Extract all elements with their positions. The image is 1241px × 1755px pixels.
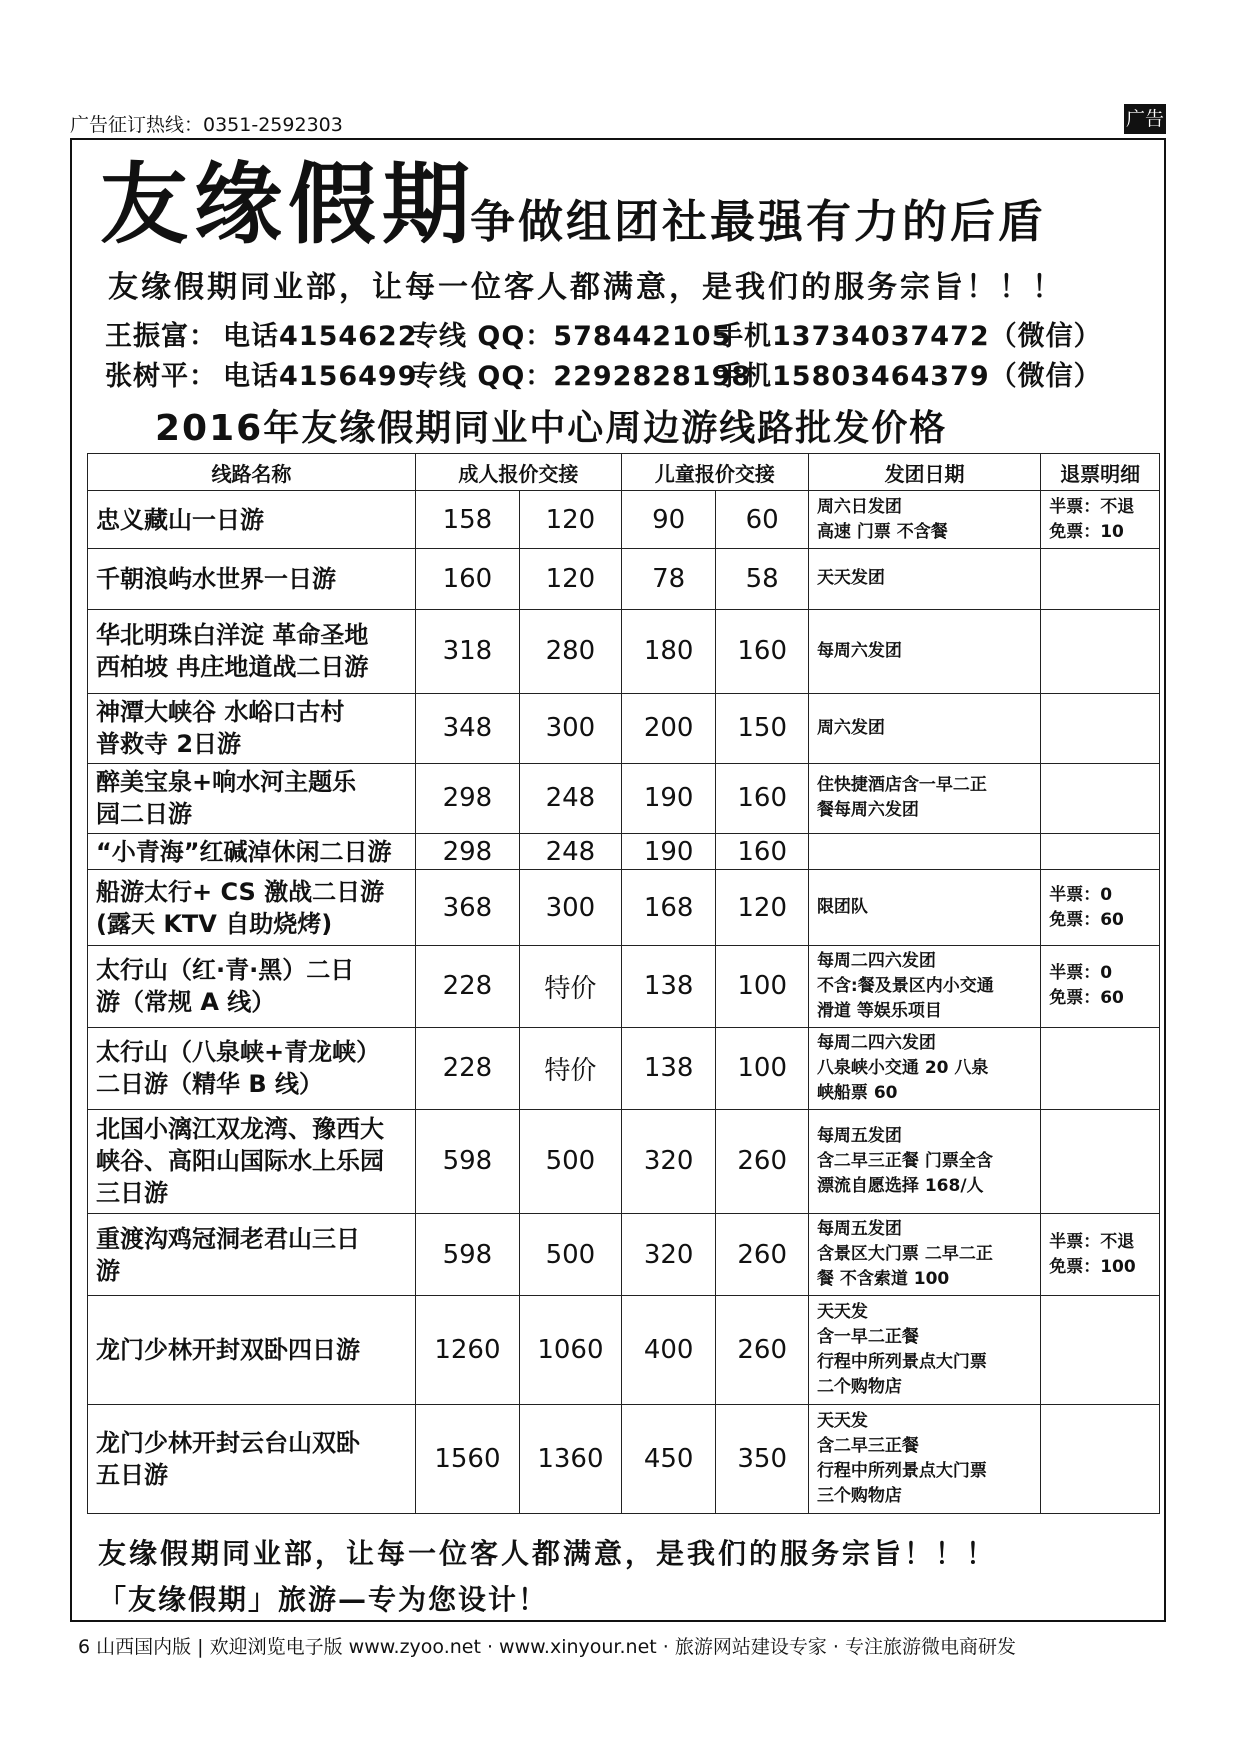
table-header-row <box>88 454 1160 491</box>
table-row <box>88 1109 1160 1214</box>
contact-phone: 电话4154622 <box>223 321 418 352</box>
adult-price-2: 300 <box>519 870 621 945</box>
header-route-name: 线路名称 <box>88 454 416 491</box>
adult-price-1: 1560 <box>415 1405 519 1514</box>
adult-price-2: 248 <box>519 763 621 833</box>
route-name: 千朝浪屿水世界一日游 <box>88 549 416 609</box>
adult-price-2: 300 <box>519 693 621 763</box>
departure-date: 周六日发团 高速 门票 不含餐 <box>808 491 1040 549</box>
contact-qq: 专线 QQ：2292828198 <box>411 361 752 392</box>
contact-qq: 专线 QQ：578442105 <box>411 321 732 352</box>
child-price-2: 160 <box>716 609 808 693</box>
contact-mobile: 手机15803464379（微信） <box>716 361 1102 392</box>
adult-price-2: 1060 <box>519 1296 621 1405</box>
departure-date: 每周六发团 <box>808 609 1040 693</box>
table-row <box>88 945 1160 1027</box>
page-footer: 6 山西国内版 | 欢迎浏览电子版 www.zyoo.net · www.xinyour.net · 旅游网站建设专家 · 专注旅游微电商研发 <box>78 1636 1016 1658</box>
child-price-1: 400 <box>621 1296 716 1405</box>
refund-detail <box>1041 1109 1160 1214</box>
adult-price-1: 298 <box>415 763 519 833</box>
adult-price-2: 特价 <box>519 1027 621 1109</box>
service-motto: 友缘假期同业部，让每一位客人都满意，是我们的服务宗旨！！！ <box>108 270 1065 305</box>
table-title: 2016年友缘假期同业中心周边游线路批发价格 <box>155 408 948 449</box>
refund-detail <box>1041 609 1160 693</box>
route-name: 北国小漓江双龙湾、豫西大 峡谷、高阳山国际水上乐园 三日游 <box>88 1109 416 1214</box>
refund-detail <box>1041 549 1160 609</box>
route-name: 醉美宝泉+响水河主题乐 园二日游 <box>88 763 416 833</box>
adult-price-1: 598 <box>415 1109 519 1214</box>
refund-detail <box>1041 1405 1160 1514</box>
table-row <box>88 609 1160 693</box>
adult-price-1: 368 <box>415 870 519 945</box>
child-price-1: 320 <box>621 1109 716 1214</box>
child-price-1: 200 <box>621 693 716 763</box>
departure-date: 天天发 含一早二正餐 行程中所列景点大门票 二个购物店 <box>808 1296 1040 1405</box>
child-price-2: 260 <box>716 1109 808 1214</box>
table-row <box>88 1405 1160 1514</box>
adult-price-2: 特价 <box>519 945 621 1027</box>
adult-price-1: 228 <box>415 1027 519 1109</box>
contact-line <box>105 354 1102 393</box>
child-price-1: 180 <box>621 609 716 693</box>
child-price-2: 58 <box>716 549 808 609</box>
adult-price-2: 500 <box>519 1214 621 1296</box>
child-price-1: 78 <box>621 549 716 609</box>
table-row <box>88 1296 1160 1405</box>
refund-detail <box>1041 763 1160 833</box>
route-name: 重渡沟鸡冠洞老君山三日 游 <box>88 1214 416 1296</box>
table-row <box>88 549 1160 609</box>
adult-price-2: 120 <box>519 491 621 549</box>
ad-hotline: 广告征订热线：0351-2592303 <box>70 114 343 136</box>
table-row <box>88 693 1160 763</box>
adult-price-2: 500 <box>519 1109 621 1214</box>
route-name: “小青海”红碱淖休闲二日游 <box>88 833 416 870</box>
departure-date: 每周五发团 含二早三正餐 门票全含 漂流自愿选择 168/人 <box>808 1109 1040 1214</box>
child-price-2: 100 <box>716 945 808 1027</box>
route-name: 船游太行+ CS 激战二日游 (露天 KTV 自助烧烤) <box>88 870 416 945</box>
departure-date: 天天发 含二早三正餐 行程中所列景点大门票 三个购物店 <box>808 1405 1040 1514</box>
adult-price-1: 158 <box>415 491 519 549</box>
table-row <box>88 870 1160 945</box>
header-departure-date: 发团日期 <box>808 454 1040 491</box>
route-name: 忠义藏山一日游 <box>88 491 416 549</box>
child-price-2: 260 <box>716 1214 808 1296</box>
table-row <box>88 1214 1160 1296</box>
child-price-2: 160 <box>716 763 808 833</box>
contact-phone: 电话4156499 <box>223 361 418 392</box>
child-price-2: 160 <box>716 833 808 870</box>
route-name: 华北明珠白洋淀 革命圣地 西柏坡 冉庄地道战二日游 <box>88 609 416 693</box>
contact-name: 张树平： <box>105 361 217 392</box>
child-price-1: 168 <box>621 870 716 945</box>
table-row <box>88 491 1160 549</box>
adult-price-2: 120 <box>519 549 621 609</box>
adult-price-1: 1260 <box>415 1296 519 1405</box>
departure-date: 天天发团 <box>808 549 1040 609</box>
refund-detail: 半票：0 免票：60 <box>1041 945 1160 1027</box>
contact-line <box>105 314 1102 353</box>
departure-date: 限团队 <box>808 870 1040 945</box>
route-name: 太行山（八泉峡+青龙峡） 二日游（精华 B 线） <box>88 1027 416 1109</box>
child-price-1: 320 <box>621 1214 716 1296</box>
refund-detail: 半票：不退 免票：10 <box>1041 491 1160 549</box>
contact-mobile: 手机13734037472（微信） <box>716 321 1102 352</box>
child-price-2: 150 <box>716 693 808 763</box>
adult-price-1: 298 <box>415 833 519 870</box>
adult-price-1: 228 <box>415 945 519 1027</box>
route-name: 神潭大峡谷 水峪口古村 普救寺 2日游 <box>88 693 416 763</box>
departure-date: 每周二四六发团 八泉峡小交通 20 八泉 峡船票 60 <box>808 1027 1040 1109</box>
price-table <box>87 453 1160 1514</box>
tagline: 「友缘假期」旅游—专为您设计！ <box>98 1583 549 1616</box>
child-price-2: 120 <box>716 870 808 945</box>
brand-name: 友缘假期 <box>100 153 477 256</box>
adult-price-1: 348 <box>415 693 519 763</box>
table-row <box>88 763 1160 833</box>
adult-price-2: 280 <box>519 609 621 693</box>
table-row <box>88 833 1160 870</box>
child-price-1: 138 <box>621 945 716 1027</box>
adult-price-2: 248 <box>519 833 621 870</box>
adult-price-1: 160 <box>415 549 519 609</box>
brand-slogan: 争做组团社最强有力的后盾 <box>470 195 1047 248</box>
refund-detail <box>1041 1296 1160 1405</box>
child-price-1: 450 <box>621 1405 716 1514</box>
child-price-1: 190 <box>621 833 716 870</box>
child-price-2: 100 <box>716 1027 808 1109</box>
child-price-2: 350 <box>716 1405 808 1514</box>
departure-date <box>808 833 1040 870</box>
refund-detail: 半票：0 免票：60 <box>1041 870 1160 945</box>
header-child-price: 儿童报价交接 <box>621 454 808 491</box>
adult-price-1: 598 <box>415 1214 519 1296</box>
departure-date: 周六发团 <box>808 693 1040 763</box>
refund-detail: 半票：不退 免票：100 <box>1041 1214 1160 1296</box>
refund-detail <box>1041 833 1160 870</box>
route-name: 龙门少林开封双卧四日游 <box>88 1296 416 1405</box>
departure-date: 每周五发团 含景区大门票 二早二正 餐 不含索道 100 <box>808 1214 1040 1296</box>
route-name: 太行山（红·青·黑）二日 游（常规 A 线） <box>88 945 416 1027</box>
refund-detail <box>1041 693 1160 763</box>
adult-price-2: 1360 <box>519 1405 621 1514</box>
child-price-2: 260 <box>716 1296 808 1405</box>
departure-date: 每周二四六发团 不含:餐及景区内小交通 滑道 等娱乐项目 <box>808 945 1040 1027</box>
route-name: 龙门少林开封云台山双卧 五日游 <box>88 1405 416 1514</box>
table-row <box>88 1027 1160 1109</box>
footer-motto: 友缘假期同业部，让每一位客人都满意，是我们的服务宗旨！！！ <box>98 1537 998 1570</box>
child-price-1: 190 <box>621 763 716 833</box>
departure-date: 住快捷酒店含一早二正 餐每周六发团 <box>808 763 1040 833</box>
child-price-1: 90 <box>621 491 716 549</box>
child-price-2: 60 <box>716 491 808 549</box>
adult-price-1: 318 <box>415 609 519 693</box>
contact-name: 王振富： <box>105 321 217 352</box>
header-refund: 退票明细 <box>1041 454 1160 491</box>
header-adult-price: 成人报价交接 <box>415 454 621 491</box>
ad-tag: 广告 <box>1124 104 1166 134</box>
refund-detail <box>1041 1027 1160 1109</box>
child-price-1: 138 <box>621 1027 716 1109</box>
